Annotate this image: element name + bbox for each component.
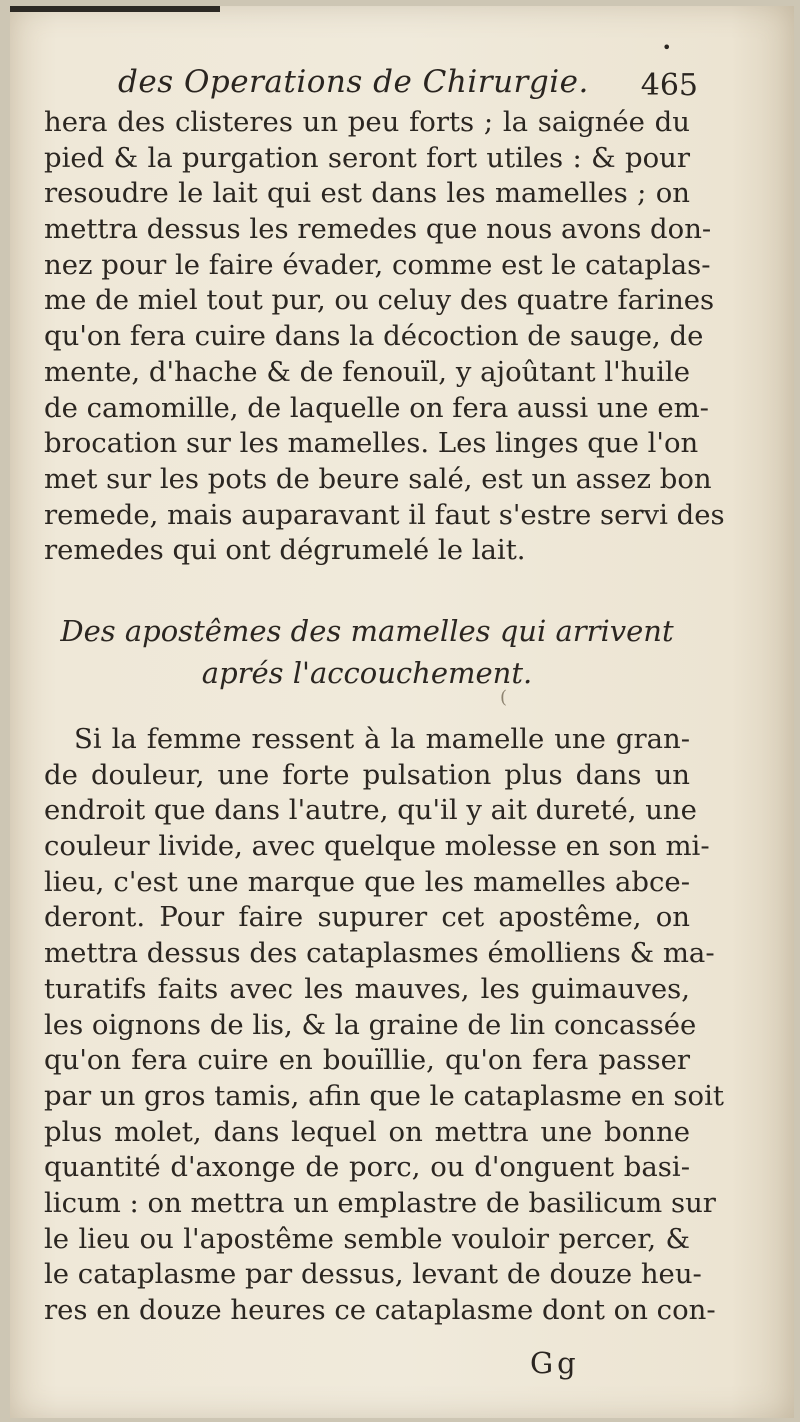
text-line: me de miel tout pur, ou celuy des quatre farines [44,284,715,317]
text-line: remede, mais auparavant il faut s'estre servi des [44,498,725,531]
page-top-edge [10,6,220,12]
text-line: mettra dessus des cataplasmes émolliens & ma- [44,937,715,970]
ink-mark: • [662,38,672,57]
text-line: licum : on mettra un emplastre de basilicum sur [44,1186,716,1219]
text-line: hera des clisteres un peu forts ; la saignée du [44,106,690,138]
text-line: remedes qui ont dégrumelé le lait. [44,534,526,567]
book-page [10,6,794,1418]
text-line: le cataplasme par dessus, levant de douze heu- [44,1258,702,1291]
text-line: brocation sur les mamelles. Les linges que l'on [44,427,699,460]
text-line: Si la femme ressent à la mamelle une gran- [74,723,690,755]
section-heading [44,610,690,694]
text-line: met sur les pots de beure salé, est un assez bon [44,462,712,495]
paragraph-body [44,722,724,1329]
text-line: le lieu ou l'apostême semble vouloir percer, & [44,1222,690,1255]
signature-mark: Gg [530,1346,580,1380]
text-line: plus molet, dans lequel on mettra une bonne [44,1115,690,1148]
text-line: les oignons de lis, & la graine de lin concassée [44,1008,697,1041]
text-line: qu'on fera cuire en bouïllie, qu'on fera passer [44,1044,690,1077]
text-line: par un gros tamis, afin que le cataplasme en soit [44,1079,724,1112]
text-line: mettra dessus les remedes que nous avons don- [44,213,712,246]
text-line: mente, d'hache & de fenouïl, y ajoûtant l'huile [44,355,690,388]
text-line: de camomille, de laquelle on fera aussi une em- [44,391,709,424]
text-line: endroit que dans l'autre, qu'il y ait dureté, une [44,794,697,827]
text-line: qu'on fera cuire dans la décoction de sauge, de [44,320,704,353]
text-line: nez pour le faire évader, comme est le cataplas- [44,248,711,281]
text-line: turatifs faits avec les mauves, les guimauves, [44,972,690,1005]
text-line: pied & la purgation seront fort utiles : & pour [44,141,690,174]
section-heading-line-1: Des apostêmes des mamelles qui arrivent [60,614,674,648]
text-line: deront. Pour faire supurer cet apostême, on [44,901,690,934]
text-line: quantité d'axonge de porc, ou d'onguent basi- [44,1151,690,1184]
text-line: couleur livide, avec quelque molesse en son mi- [44,830,710,863]
page-number: 465 [640,68,698,103]
text-line: de douleur, une forte pulsation plus dans un [44,758,690,791]
text-line: lieu, c'est une marque que les mamelles abce- [44,865,690,898]
text-line: resoudre le lait qui est dans les mamelles ; on [44,177,690,210]
stray-mark: ( [500,687,508,708]
paragraph-continued [44,105,725,569]
section-heading-line-2: aprés l'accouchement. [201,656,533,690]
running-title: des Operations de Chirurgie. [118,64,589,100]
text-line: res en douze heures ce cataplasme dont on con- [44,1294,716,1326]
